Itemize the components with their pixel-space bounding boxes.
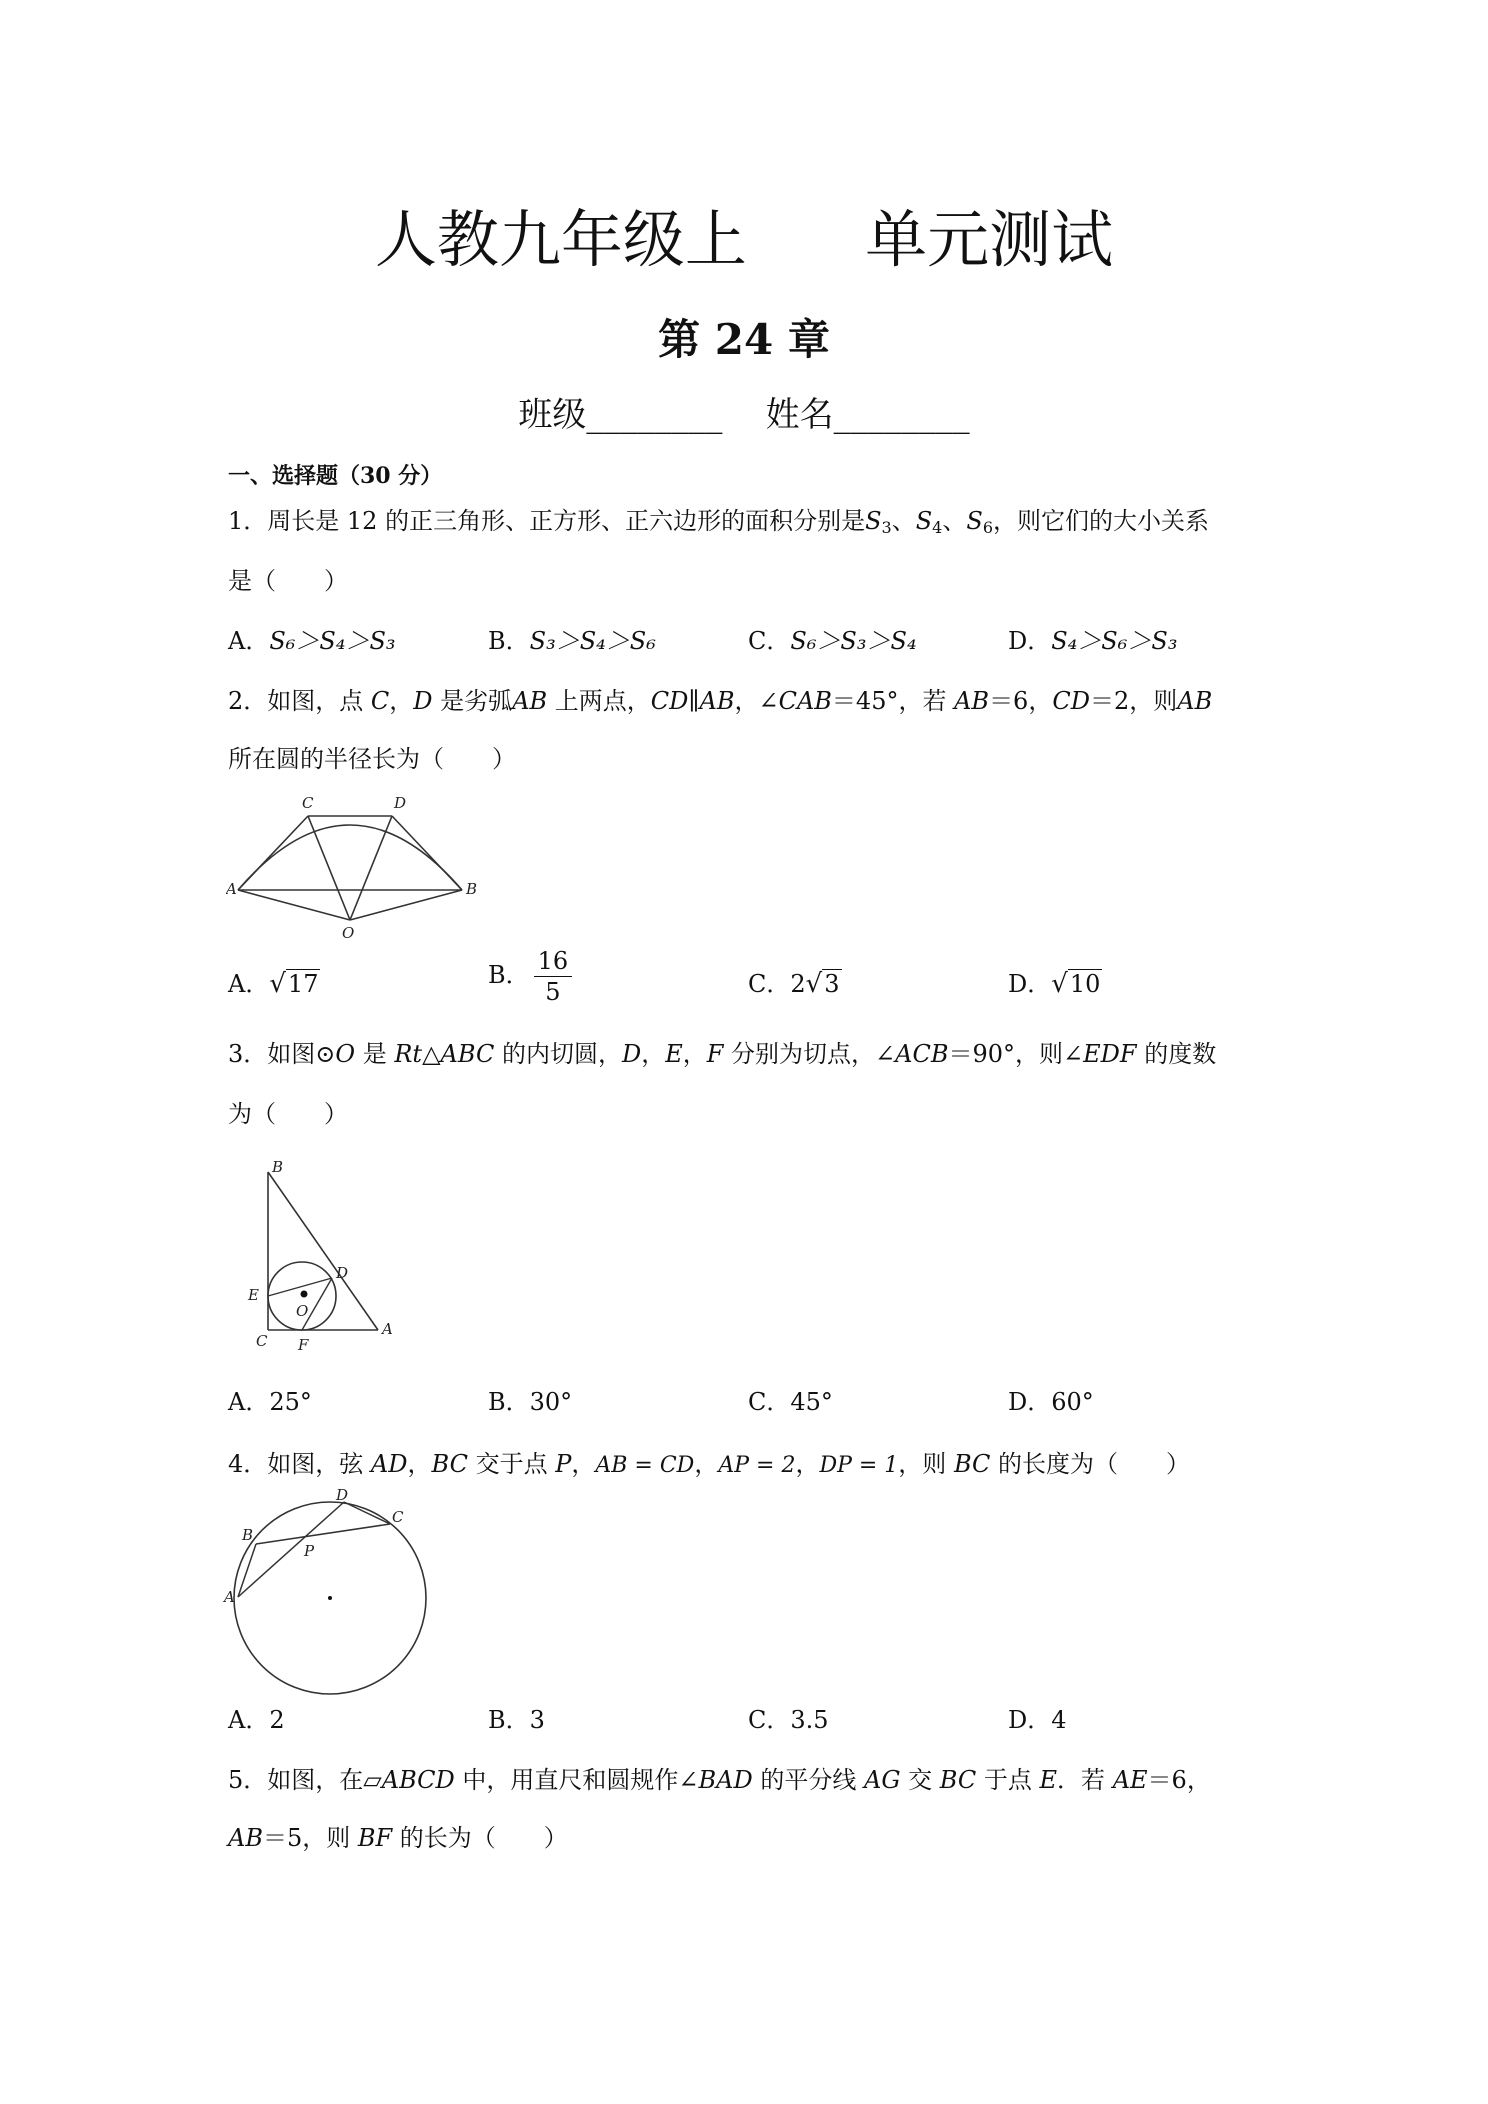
label-c: C	[256, 1332, 268, 1350]
question-3-line-2: 为（ ）	[228, 1100, 348, 1128]
label-a: A	[382, 1320, 393, 1338]
q3-option-d[interactable]: D．60°	[1008, 1388, 1094, 1416]
question-5-line-2: AB＝5，则 BF 的长为（ ）	[228, 1824, 568, 1852]
label-b: B	[272, 1160, 284, 1176]
q4-option-c[interactable]: C．3.5	[748, 1706, 829, 1734]
chord-bc	[256, 1524, 390, 1544]
question-5-line-1: 5．如图，在▱ABCD 中，用直尺和圆规作∠BAD 的平分线 AG 交 BC 于点 E．若 AE＝6，	[228, 1766, 1211, 1794]
label-b: B	[466, 880, 478, 898]
label-f: F	[298, 1336, 309, 1354]
q4-option-d[interactable]: D．4	[1008, 1706, 1067, 1734]
q3-option-b[interactable]: B．30°	[488, 1388, 573, 1416]
q2-option-a[interactable]: A．√17	[228, 969, 319, 999]
q1-option-a[interactable]: A．S₆＞S₄＞S₃	[228, 627, 396, 655]
question-2-line-2: 所在圆的半径长为（ ）	[228, 745, 516, 773]
question-1-line-2: 是（ ）	[228, 567, 348, 595]
q1-option-d[interactable]: D．S₄＞S₆＞S₃	[1008, 627, 1178, 655]
segment-ao	[238, 890, 350, 920]
center-dot	[328, 1596, 332, 1600]
chapter-heading: 第 24 章	[658, 315, 830, 364]
q4-option-b[interactable]: B．3	[488, 1706, 545, 1734]
segment-do	[350, 816, 392, 920]
question-3-figure	[230, 1160, 410, 1360]
segment-bd	[392, 816, 462, 890]
question-4-figure	[220, 1486, 430, 1716]
segment-co	[308, 816, 350, 920]
label-a: A	[226, 880, 237, 898]
q3-option-c[interactable]: C．45°	[748, 1388, 833, 1416]
label-b: B	[242, 1526, 254, 1544]
segment-bo	[350, 890, 462, 920]
title-right: 单元测试	[865, 203, 1114, 276]
question-2-line-1: 2．如图，点 C，D 是劣弧AB 上两点，CD∥AB，∠CAB＝45°，若 AB＝6，CD＝2，则AB	[228, 687, 1213, 715]
segment-ba	[268, 1172, 378, 1330]
label-e: E	[248, 1286, 259, 1304]
center-dot	[301, 1291, 308, 1298]
q3-option-a[interactable]: A．25°	[228, 1388, 312, 1416]
question-2-figure	[226, 790, 486, 940]
question-4-line-1: 4．如图，弦 AD，BC 交于点 P，AB = CD，AP = 2，DP = 1，则 BC 的长度为（ ）	[228, 1450, 1191, 1478]
name-label: 姓名	[765, 395, 834, 435]
label-c: C	[302, 794, 314, 812]
label-d: D	[336, 1486, 349, 1504]
class-label: 班级	[518, 395, 587, 435]
label-o: O	[296, 1302, 309, 1320]
fraction: $\frac{16}{5}$	[534, 946, 573, 1007]
label-c: C	[392, 1508, 404, 1526]
name-blank[interactable]: ________	[833, 395, 970, 435]
class-blank[interactable]: ________	[586, 395, 723, 435]
q2-option-b[interactable]: B． $\frac{16}{5}$	[488, 946, 572, 1007]
arc-ab	[238, 825, 462, 890]
q1-option-c[interactable]: C．S₆＞S₃＞S₄	[748, 627, 917, 655]
section-heading: 一、选择题（30 分）	[228, 463, 443, 489]
segment-ac	[238, 816, 308, 890]
q4-option-a[interactable]: A．2	[228, 1706, 285, 1734]
q2-option-c[interactable]: C．2√3	[748, 969, 840, 999]
question-3-line-1: 3．如图⊙O 是 Rt△ABC 的内切圆，D，E，F 分别为切点，∠ACB＝90°，则∠EDF 的度数	[228, 1040, 1217, 1068]
q2-option-d[interactable]: D．√10	[1008, 969, 1101, 999]
page-title	[0, 200, 1488, 280]
student-info-line	[0, 390, 1488, 440]
title-left: 人教九年级上	[374, 203, 747, 276]
label-p: P	[304, 1542, 315, 1560]
label-d: D	[394, 794, 407, 812]
segment-dc	[344, 1502, 390, 1524]
label-a: A	[224, 1588, 235, 1606]
question-1-line-1: 1．周长是 12 的正三角形、正方形、正六边形的面积分别是$S_3$、$S_4$、$S_6$，则它们的大小关系	[228, 507, 1209, 537]
label-d: D	[336, 1264, 349, 1282]
label-o: O	[342, 924, 355, 940]
q1-option-b[interactable]: B．S₃＞S₄＞S₆	[488, 627, 656, 655]
